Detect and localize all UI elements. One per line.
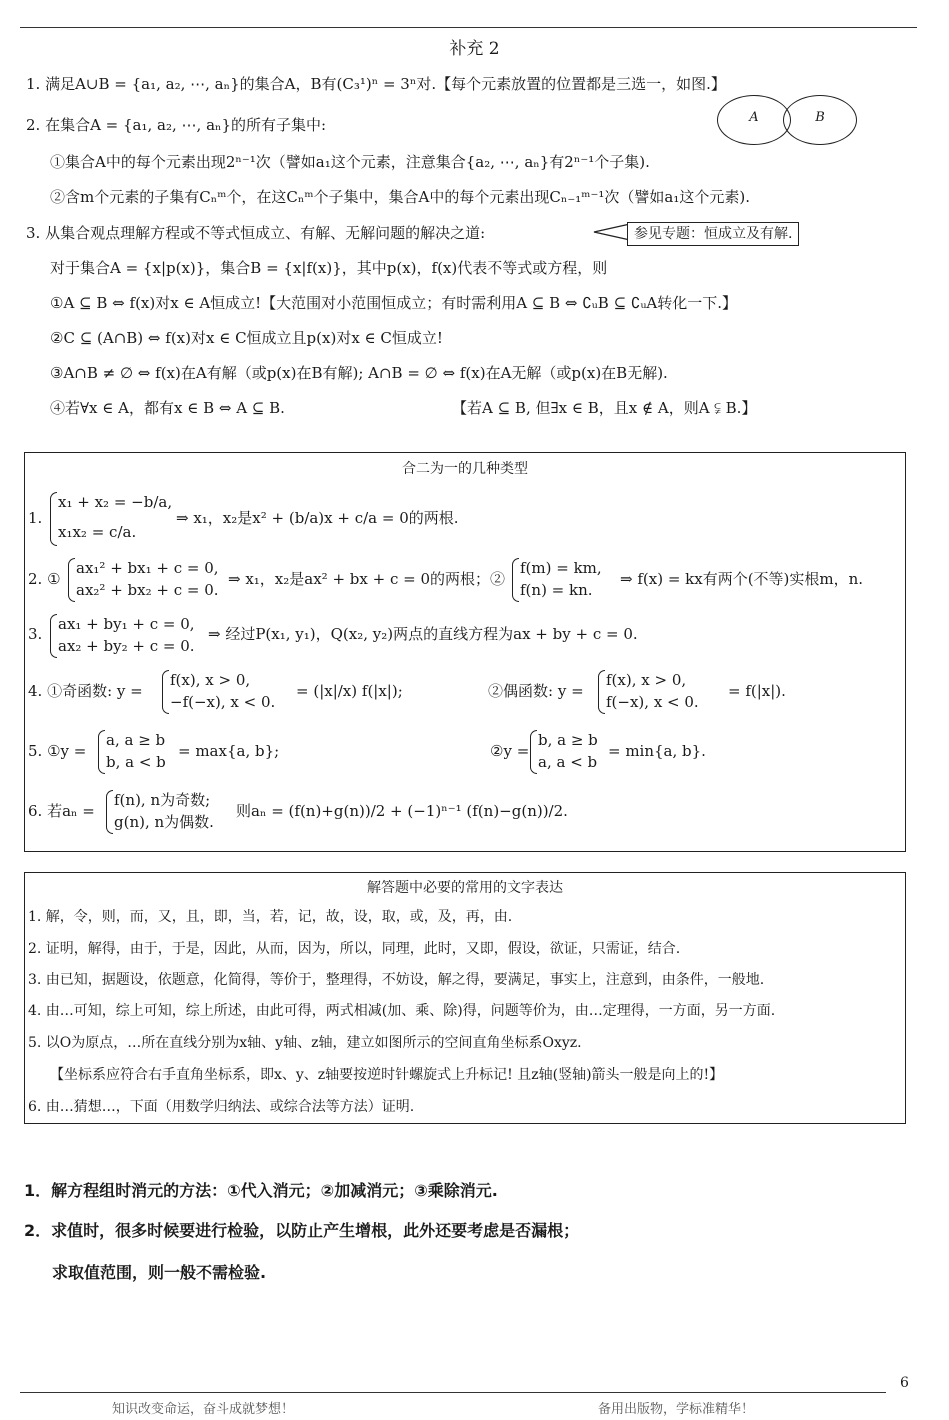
types-row-5-number: 5. ①y =: [28, 742, 87, 760]
callout-pointer: [592, 222, 632, 242]
item-3-0: 对于集合A = {x|p(x)}，集合B = {x|f(x)}，其中p(x)，f(x)代表不等式或方程，则: [50, 259, 608, 277]
types-row-5-eq-a: a, a ≥ b: [106, 731, 166, 749]
item-2-1: ①集合A中的每个元素出现2ⁿ⁻¹次（譬如a₁这个元素，注意集合{a₂, ⋯, aₙ}有2ⁿ⁻¹个子集).: [50, 153, 650, 171]
types-row-4-even-label: ②偶函数: y =: [488, 682, 584, 700]
types-row-5-min-label: ②y =: [490, 742, 530, 760]
types-row-1-result: ⇒ x₁，x₂是x² + (b/a)x + c/a = 0的两根.: [176, 509, 459, 527]
types-row-2-eq-d: f(m) = km,: [520, 559, 602, 577]
brace: [598, 670, 605, 714]
callout-box: 参见专题：恒成立及有解.: [627, 222, 799, 246]
types-row-4-eq-a: f(x), x > 0,: [170, 671, 251, 689]
venn-circle-a: A: [717, 95, 791, 145]
expressions-line-6: 6. 由…猜想…，下面（用数学归纳法、或综合法等方法）证明.: [28, 1099, 415, 1115]
item-3-4a: ④若∀x ∈ A，都有x ∈ B ⇔ A ⊆ B.: [50, 399, 285, 417]
footer-right: 备用出版物，学标准精华！: [598, 1402, 755, 1417]
expressions-line-2: 2. 证明，解得，由于，于是，因此，从而，因为，所以，同理，此时，又即，假设，欲证，只需证，结合.: [28, 941, 681, 957]
types-row-4-eq-f: f(−x), x < 0.: [606, 693, 699, 711]
types-row-5-eq-f: a, a < b: [538, 753, 598, 771]
types-row-5-result: = max{a, b};: [178, 742, 280, 760]
types-row-5-result-b: = min{a, b}.: [608, 742, 706, 760]
types-row-2-result-b: ⇒ f(x) = kx有两个(不等)实根m，n.: [620, 570, 864, 588]
note-2-cont: 求取值范围，则一般不需检验.: [52, 1263, 267, 1282]
types-row-2-eq-a: ax₁² + bx₁ + c = 0,: [76, 559, 219, 577]
types-row-5-eq-e: b, a ≥ b: [538, 731, 598, 749]
top-rule: [20, 27, 917, 28]
types-row-1-eq-a: x₁ + x₂ = −b/a,: [58, 493, 173, 511]
brace: [50, 614, 57, 658]
expressions-line-4: 4. 由…可知，综上可知，综上所述，由此可得，两式相减(加、乘、除)得，问题等价为，由…定理得，一方面，另一方面.: [28, 1003, 776, 1019]
types-row-4-eq-b: −f(−x), x < 0.: [170, 693, 276, 711]
brace: [162, 670, 169, 714]
expressions-line-1: 1. 解，令，则，而，又，且，即，当，若，记，故，设，取，或，及，再，由.: [28, 909, 513, 925]
types-row-4-result-b: = f(|x|).: [728, 682, 786, 700]
item-2-2: ②含m个元素的子集有Cₙᵐ个，在这Cₙᵐ个子集中，集合A中的每个元素出现Cₙ₋₁ᵐ⁻¹次（譬如a₁这个元素).: [50, 188, 750, 206]
brace: [98, 730, 105, 774]
brace: [106, 790, 113, 834]
item-3: 3. 从集合观点理解方程或不等式恒成立、有解、无解问题的解决之道:: [26, 224, 486, 242]
page-title: 补充 2: [449, 39, 500, 59]
types-row-5-eq-b: b, a < b: [106, 753, 166, 771]
types-row-6-number: 6. 若aₙ =: [28, 802, 95, 820]
types-row-3-eq-b: ax₂ + by₂ + c = 0.: [58, 637, 195, 655]
types-row-2-eq-b: ax₂² + bx₂ + c = 0.: [76, 581, 219, 599]
brace: [512, 558, 519, 602]
note-2: 2．求值时，很多时候要进行检验，以防止产生增根，此外还要考虑是否漏根；: [24, 1221, 580, 1240]
item-2: 2. 在集合A = {a₁, a₂, ⋯, aₙ}的所有子集中:: [26, 116, 327, 134]
types-row-3-eq-a: ax₁ + by₁ + c = 0,: [58, 615, 195, 633]
expressions-line-3: 3. 由已知，据题设，依题意，化简得，等价于，整理得，不妨设，解之得，要满足，事实上，注意到，由条件，一般地.: [28, 972, 765, 988]
types-row-4-eq-e: f(x), x > 0,: [606, 671, 687, 689]
types-row-4-result: = (|x|/x) f(|x|);: [296, 682, 403, 700]
item-1: 1. 满足A∪B = {a₁, a₂, ⋯, aₙ}的集合A，B有(C₃¹)ⁿ = 3ⁿ对.【每个元素放置的位置都是三选一，如图.】: [26, 75, 726, 93]
types-row-1-number: 1.: [28, 509, 43, 527]
types-row-3-number: 3.: [28, 625, 43, 643]
note-1: 1．解方程组时消元的方法：①代入消元；②加减消元；③乘除消元.: [24, 1181, 498, 1200]
brace: [50, 492, 57, 546]
item-3-1: ①A ⊆ B ⇔ f(x)对x ∈ A恒成立!【大范围对小范围恒成立；有时需利用A ⊆ B ⇔ ∁ᵤB ⊆ ∁ᵤA转化一下.】: [50, 294, 738, 312]
types-row-3-result: ⇒ 经过P(x₁, y₁)，Q(x₂, y₂)两点的直线方程为ax + by + c = 0.: [208, 625, 638, 643]
types-box-title: 合二为一的几种类型: [402, 461, 528, 477]
item-3-3: ③A∩B ≠ ∅ ⇔ f(x)在A有解（或p(x)在B有解); A∩B = ∅ ⇔ f(x)在A无解（或p(x)在B无解).: [50, 364, 668, 382]
footer-left: 知识改变命运，奋斗成就梦想！: [112, 1402, 295, 1417]
expressions-line-5: 5. 以O为原点，…所在直线分别为x轴、y轴、z轴，建立如图所示的空间直角坐标系Oxyz.: [28, 1035, 582, 1051]
item-3-2: ②C ⊆ (A∩B) ⇔ f(x)对x ∈ C恒成立且p(x)对x ∈ C恒成立!: [50, 329, 443, 347]
expressions-line-5-note: 【坐标系应符合右手直角坐标系，即x、y、z轴要按逆时针螺旋式上升标记! 且z轴(竖轴)箭头一般是向上的!】: [50, 1067, 724, 1083]
types-row-2-result: ⇒ x₁，x₂是ax² + bx + c = 0的两根；②: [228, 570, 506, 588]
brace: [68, 558, 75, 602]
types-row-2-eq-e: f(n) = kn.: [520, 581, 593, 599]
types-row-2-number: 2. ①: [28, 570, 61, 588]
item-3-4b: 【若A ⊆ B, 但∃x ∈ B，且x ∉ A，则A ⫋ B.】: [452, 399, 757, 417]
venn-circle-b: B: [783, 95, 857, 145]
types-row-6-eq-b: g(n), n为偶数.: [114, 813, 214, 831]
brace: [530, 730, 537, 774]
expressions-box-title: 解答题中必要的常用的文字表达: [367, 880, 563, 896]
types-row-1-eq-b: x₁x₂ = c/a.: [58, 523, 137, 541]
page-number: 6: [900, 1375, 909, 1391]
types-row-4-number: 4. ①奇函数: y =: [28, 682, 143, 700]
footer-rule: [20, 1392, 886, 1393]
types-row-6-eq-a: f(n), n为奇数;: [114, 791, 211, 809]
types-row-6-result: 则aₙ = (f(n)+g(n))/2 + (−1)ⁿ⁻¹ (f(n)−g(n))/2.: [236, 802, 568, 820]
